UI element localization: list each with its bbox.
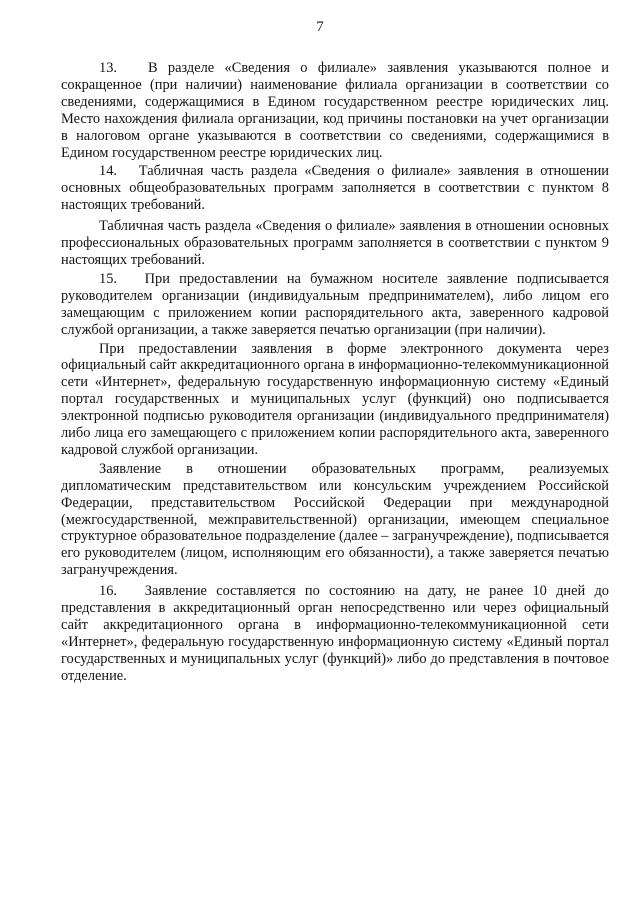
paragraph-13: 13. В разделе «Сведения о филиале» заявления указываются полное и сокращенное (при наличии) наименование филиала организации в соответствии со сведениями, содержащимися в Едином государственном реестре юридических лиц. Место нахождения филиала организации, код причины постановки на учет организации в налоговом органе указываются в соответствии со сведениями, содержащимися в Едином государственном реестре юридических лиц. [61, 60, 609, 161]
paragraph-14-professional: Табличная часть раздела «Сведения о филиале» заявления в отношении основных профессиональных образовательных программ заполняется в соответствии с пунктом 9 настоящих требований. [61, 218, 609, 268]
paragraph-16: 16. Заявление составляется по состоянию на дату, не ранее 10 дней до представления в аккредитационный орган непосредственно или через официальный сайт аккредитационного органа в информационно-телекоммуникационной сети «Интернет», федеральную государственную информационную систему «Единый портал государственных и муниципальных услуг (функций)» либо до представления в почтовое отделение. [61, 583, 609, 684]
document-body [61, 60, 609, 685]
paragraph-15-electronic: При предоставлении заявления в форме электронного документа через официальный сайт аккредитационного органа в информационно-телекоммуникационной сети «Интернет», федеральную государственную информационную систему «Единый портал государственных и муниципальных услуг (функций) оно подписывается электронной подписью руководителя организации (индивидуального предпринимателя) либо лица его замещающего с приложением копии распорядительного акта, заверенного кадровой службой организации. [61, 340, 609, 458]
paragraph-15-foreign-missions: Заявление в отношении образовательных программ, реализуемых дипломатическим представительством или консульским учреждением Российской Федерации, представительством Российской Федерации при международной (межгосударственной, межправительственной) организации, имеющем специальное структурное образовательное подразделение (далее – загранучреждение), подписывается его руководителем (лицом, исполняющим его обязанности), а также заверяется печатью загранучреждения. [61, 460, 609, 579]
paragraph-14: 14. Табличная часть раздела «Сведения о филиале» заявления в отношении основных общеобразовательных программ заполняется в соответствии с пунктом 8 настоящих требований. [61, 163, 609, 214]
paragraph-15: 15. При предоставлении на бумажном носителе заявление подписывается руководителем организации (индивидуальным предпринимателем), либо лицом его замещающим с приложением копии распорядительного акта, заверенного кадровой службой организации, а также заверяется печатью организации (при наличии). [61, 270, 609, 338]
page-number: 7 [316, 19, 324, 35]
